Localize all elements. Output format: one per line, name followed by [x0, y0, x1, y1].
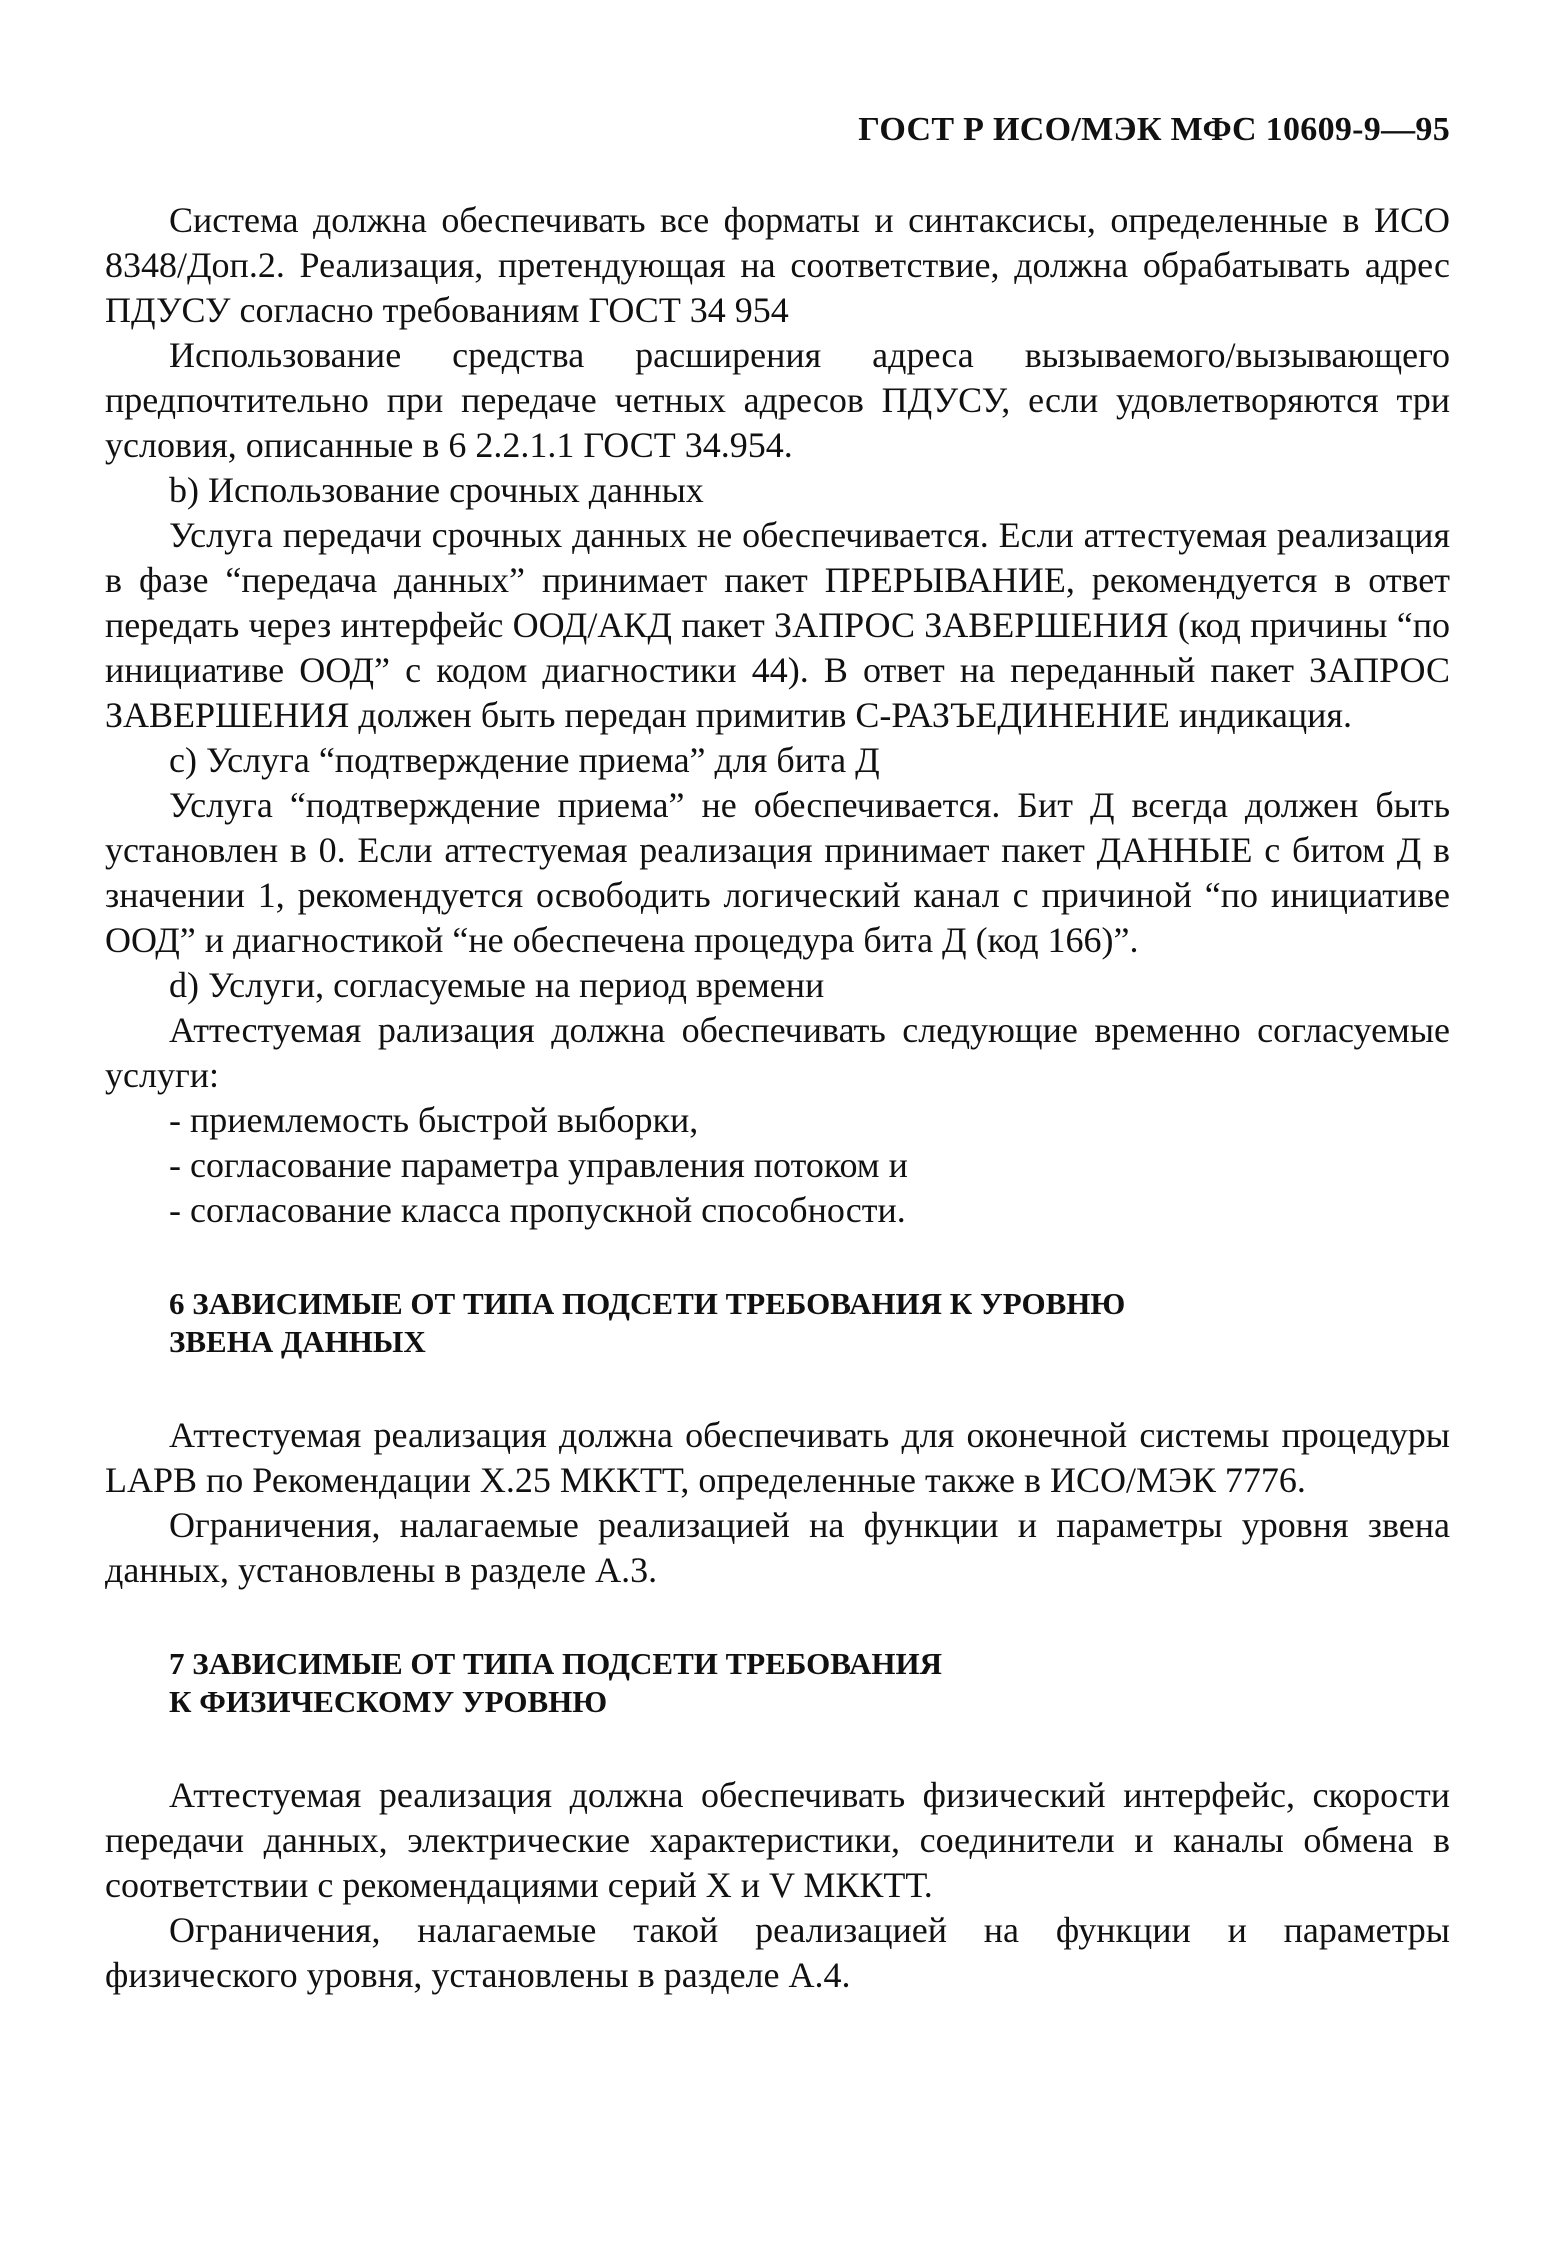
subheading-negotiated-services: d) Услуги, согласуемые на период времени	[169, 965, 825, 1005]
section-6-heading	[105, 1285, 1450, 1361]
section-6-heading-line-1: 6 ЗАВИСИМЫЕ ОТ ТИПА ПОДСЕТИ ТРЕБОВАНИЯ К УРОВНЮ	[169, 1286, 1126, 1321]
paragraph-negotiated-services: Аттестуемая рализация должна обеспечивать следующие временно согласуемые услуги:	[105, 1010, 1450, 1095]
running-header: ГОСТ Р ИСО/МЭК МФС 10609-9—95	[858, 111, 1450, 148]
paragraph-link-restrictions: Ограничения, налагаемые реализацией на функции и параметры уровня звена данных, установлены в разделе А.3.	[105, 1505, 1450, 1590]
paragraph-expedited-data: Услуга передачи срочных данных не обеспечивается. Если аттестуемая реализация в фазе “передача данных” принимает пакет ПРЕРЫВАНИЕ, рекомендуется в ответ передать через интерфейс ООД/АКД пакет ЗАПРОС ЗАВЕРШЕНИЯ (код причины “по инициативе ООД” с кодом диагностики 44). В ответ на переданный пакет ЗАПРОС ЗАВЕРШЕНИЯ должен быть передан примитив С-РАЗЪЕДИНЕНИЕ индикация.	[105, 515, 1450, 735]
list-item-throughput-class: - согласование класса пропускной способности.	[169, 1190, 906, 1230]
paragraph-address-formats: Система должна обеспечивать все форматы и синтаксисы, определенные в ИСО 8348/Доп.2. Реализация, претендующая на соответствие, должна обрабатывать адрес ПДУСУ согласно требованиям ГОСТ 34 954	[105, 200, 1450, 330]
section-6-heading-line-2: ЗВЕНА ДАННЫХ	[169, 1324, 426, 1359]
paragraph-physical-restrictions: Ограничения, налагаемые такой реализацией на функции и параметры физического уровня, установлены в разделе А.4.	[105, 1910, 1450, 1995]
paragraph-address-extension: Использование средства расширения адреса вызываемого/вызывающего предпочтительно при передаче четных адресов ПДУСУ, если удовлетворяются три условия, описанные в 6 2.2.1.1 ГОСТ 34.954.	[105, 335, 1450, 465]
paragraph-d-bit: Услуга “подтверждение приема” не обеспечивается. Бит Д всегда должен быть установлен в 0. Если аттестуемая реализация принимает пакет ДАННЫЕ с битом Д в значении 1, рекомендуется освободить логический канал с причиной “по инициативе ООД” и диагностикой “не обеспечена процедура бита Д (код 166)”.	[105, 785, 1450, 960]
paragraph-physical-interface: Аттестуемая реализация должна обеспечивать физический интерфейс, скорости передачи данных, электрические характеристики, соединители и каналы обмена в соответствии с рекомендациями серий X и V МККТТ.	[105, 1775, 1450, 1905]
subheading-expedited-data: b) Использование срочных данных	[169, 470, 704, 510]
document-page	[105, 110, 1450, 1998]
paragraph-lapb: Аттестуемая реализация должна обеспечивать для оконечной системы процедуры LAPB по Рекомендации X.25 МККТТ, определенные также в ИСО/МЭК 7776.	[105, 1415, 1450, 1500]
subheading-d-bit: с) Услуга “подтверждение приема” для бита Д	[169, 740, 880, 780]
section-7-heading	[105, 1645, 1450, 1721]
list-item-fast-select: - приемлемость быстрой выборки,	[169, 1100, 699, 1140]
list-item-flow-control: - согласование параметра управления потоком и	[169, 1145, 908, 1185]
section-7-heading-line-1: 7 ЗАВИСИМЫЕ ОТ ТИПА ПОДСЕТИ ТРЕБОВАНИЯ	[169, 1646, 943, 1681]
section-7-heading-line-2: К ФИЗИЧЕСКОМУ УРОВНЮ	[169, 1684, 608, 1719]
